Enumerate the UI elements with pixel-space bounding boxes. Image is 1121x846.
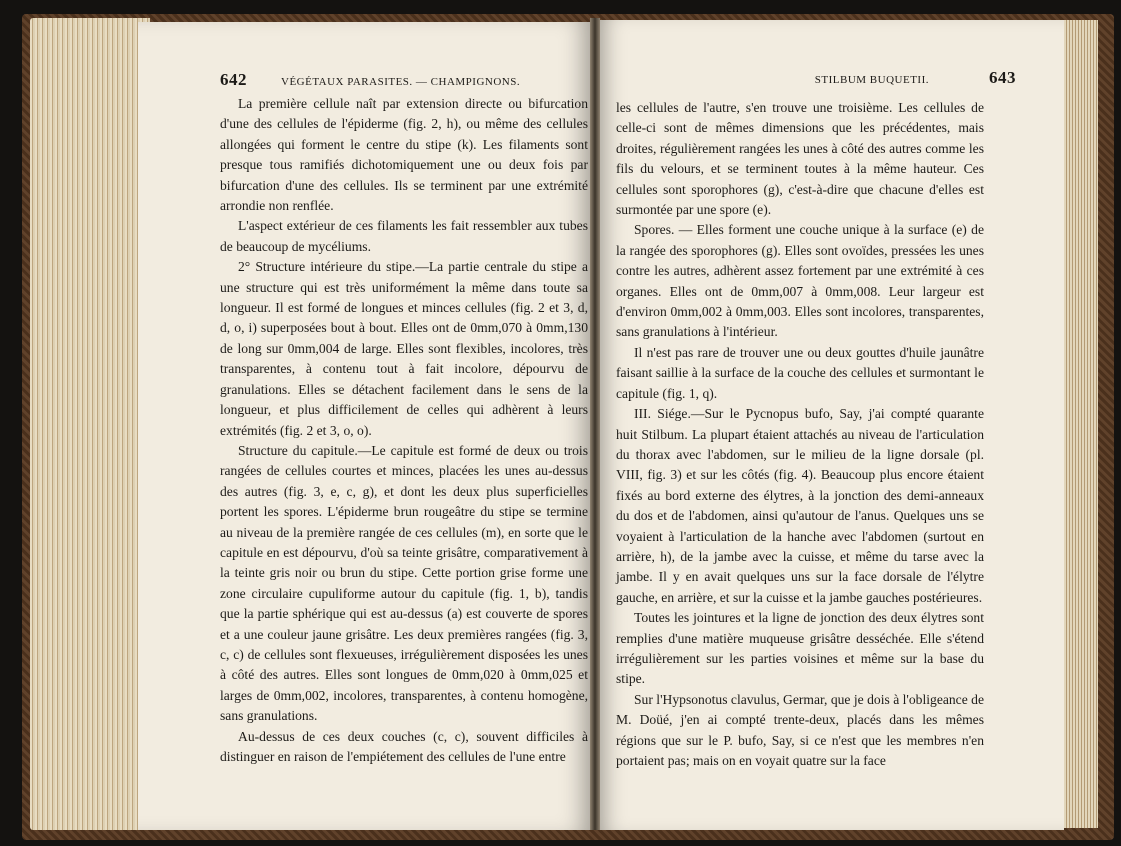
- paragraph: III. Siége.—Sur le Pycnopus bufo, Say, j'ai compté quarante huit Stilbum. La plupart étaient attachés au niveau de l'articulation du thorax avec l'abdomen, sur le milieu de la ligne dorsale (pl. VIII, fig. 3) et sur les côtés (fig. 4). Beaucoup plus encore étaient fixés au bord externe des élytres, à la jonction des demi-anneaux du dos et de l'abdomen, ainsi qu'autour de l'anus. Quelques uns se voyaient à l'articulation de la hanche avec l'abdomen (surtout en arrière, h), de la jambe avec la cuisse, et même du tarse avec la jambe. Il y en avait quelques uns sur la face dorsale de l'élytre gauche, en arrière, et sur la cuisse et la jambe gauches postérieures.: [616, 406, 984, 605]
- paragraph: L'aspect extérieur de ces filaments les fait ressembler aux tubes de beaucoup de mycéliums.: [220, 218, 588, 254]
- page-number: 643: [989, 68, 1016, 87]
- paragraph: Toutes les jointures et la ligne de jonction des deux élytres sont remplies d'une matière muqueuse grisâtre desséchée. Elle s'étend irrégulièrement sur les parties voisines et même sur la base du stipe.: [616, 610, 984, 687]
- page-edges-left: [30, 18, 150, 830]
- page-edges-right: [1058, 20, 1098, 828]
- paragraph: Il n'est pas rare de trouver une ou deux gouttes d'huile jaunâtre faisant saillie à la surface de la couche des cellules et surmontant le capitule (fig. 1, q).: [616, 344, 984, 401]
- paragraph: Spores. — Elles forment une couche unique à la surface (e) de la rangée des sporophores (g). Elles sont ovoïdes, pressées les unes contre les autres, adhèrent assez fortement par une extrémité à ces organes. Elles ont de 0mm,007 à 0mm,008. Leur largeur est d'environ 0mm,002 à 0mm,003. Elles sont incolores, transparentes, sans granulations à l'intérieur.: [616, 222, 984, 340]
- paragraph: Au-dessus de ces deux couches (c, c), souvent difficiles à distinguer en raison de l'empiétement des cellules de l'une entre: [220, 728, 588, 764]
- right-page-body: [616, 98, 984, 771]
- book-gutter: [590, 18, 600, 830]
- right-page-header: [616, 68, 1016, 88]
- running-title: STILBUM BUQUETII.: [814, 74, 929, 86]
- page-number: 642: [220, 70, 247, 89]
- running-title: VÉGÉTAUX PARASITES. — CHAMPIGNONS.: [281, 76, 521, 88]
- paragraph: les cellules de l'autre, s'en trouve une troisième. Les cellules de celle-ci sont de mêmes dimensions que les précédentes, mais droites, régulièrement rangées les unes à côté des autres comme les fils du velours, et se terminent toutes à la même hauteur. Ces cellules sont sporophores (g), c'est-à-dire que chacune d'elles est surmontée par une spore (e).: [616, 100, 984, 218]
- left-page-header: [220, 70, 564, 90]
- left-page-body: [220, 94, 588, 767]
- paragraph: 2° Structure intérieure du stipe.—La partie centrale du stipe a une structure qui est très uniformément la même dans toute sa longueur. Il est formé de longues et minces cellules (fig. 2 et 3, d, d, o, i) superposées bout à bout. Elles ont de 0mm,070 à 0mm,130 de long sur 0mm,004 de large. Elles sont flexibles, incolores, très transparentes, à contenu tout à fait incolore, dépourvu de granulations. Elles se détachent facilement dans le sens de la longueur, et plus difficilement de celles qui adhèrent à leurs extrémités (fig. 2 et 3, o, o).: [220, 259, 588, 438]
- right-page: [596, 20, 1064, 830]
- left-page: [138, 22, 594, 830]
- paragraph: La première cellule naît par extension directe ou bifurcation d'une des cellules de l'épiderme (fig. 2, h), ou même des cellules allongées qui forment le centre du stipe (k). Les filaments sont presque tous ramifiés dichotomiquement une ou deux fois par bifurcation d'une des cellules. Ils se terminent par une extrémité arrondie non renflée.: [220, 96, 588, 214]
- paragraph: Structure du capitule.—Le capitule est formé de deux ou trois rangées de cellules courtes et minces, placées les unes au-dessus des autres (fig. 3, e, c, g), et dont les deux plus superficielles portent les spores. L'épiderme brun rougeâtre du stipe se termine au niveau de la première rangée de ces cellules (m), en sorte que le capitule en est dépourvu, d'où sa teinte grisâtre, comparativement à la teinte gris noir ou brun du stipe. Cette portion grise forme une zone circulaire cupuliforme autour du capitule (fig. 1, b), tandis que la partie sphérique qui est au-dessus (a) est couverte de spores et a une couleur jaune grisâtre. Les deux premières rangées (fig. 3, c, c) de cellules sont flexueuses, irrégulièrement disposées les unes à côté des autres. Elles sont longues de 0mm,020 à 0mm,025 et larges de 0mm,002, incolores, transparentes, à contenu homogène, sans granulations.: [220, 442, 588, 724]
- paragraph: Sur l'Hypsonotus clavulus, Germar, que je dois à l'obligeance de M. Doüé, j'en ai compté trente-deux, placés dans les mêmes régions que sur le P. bufo, Say, si ce n'est que les membres n'en portaient pas; mais on en voyait quatre sur la face: [616, 691, 984, 768]
